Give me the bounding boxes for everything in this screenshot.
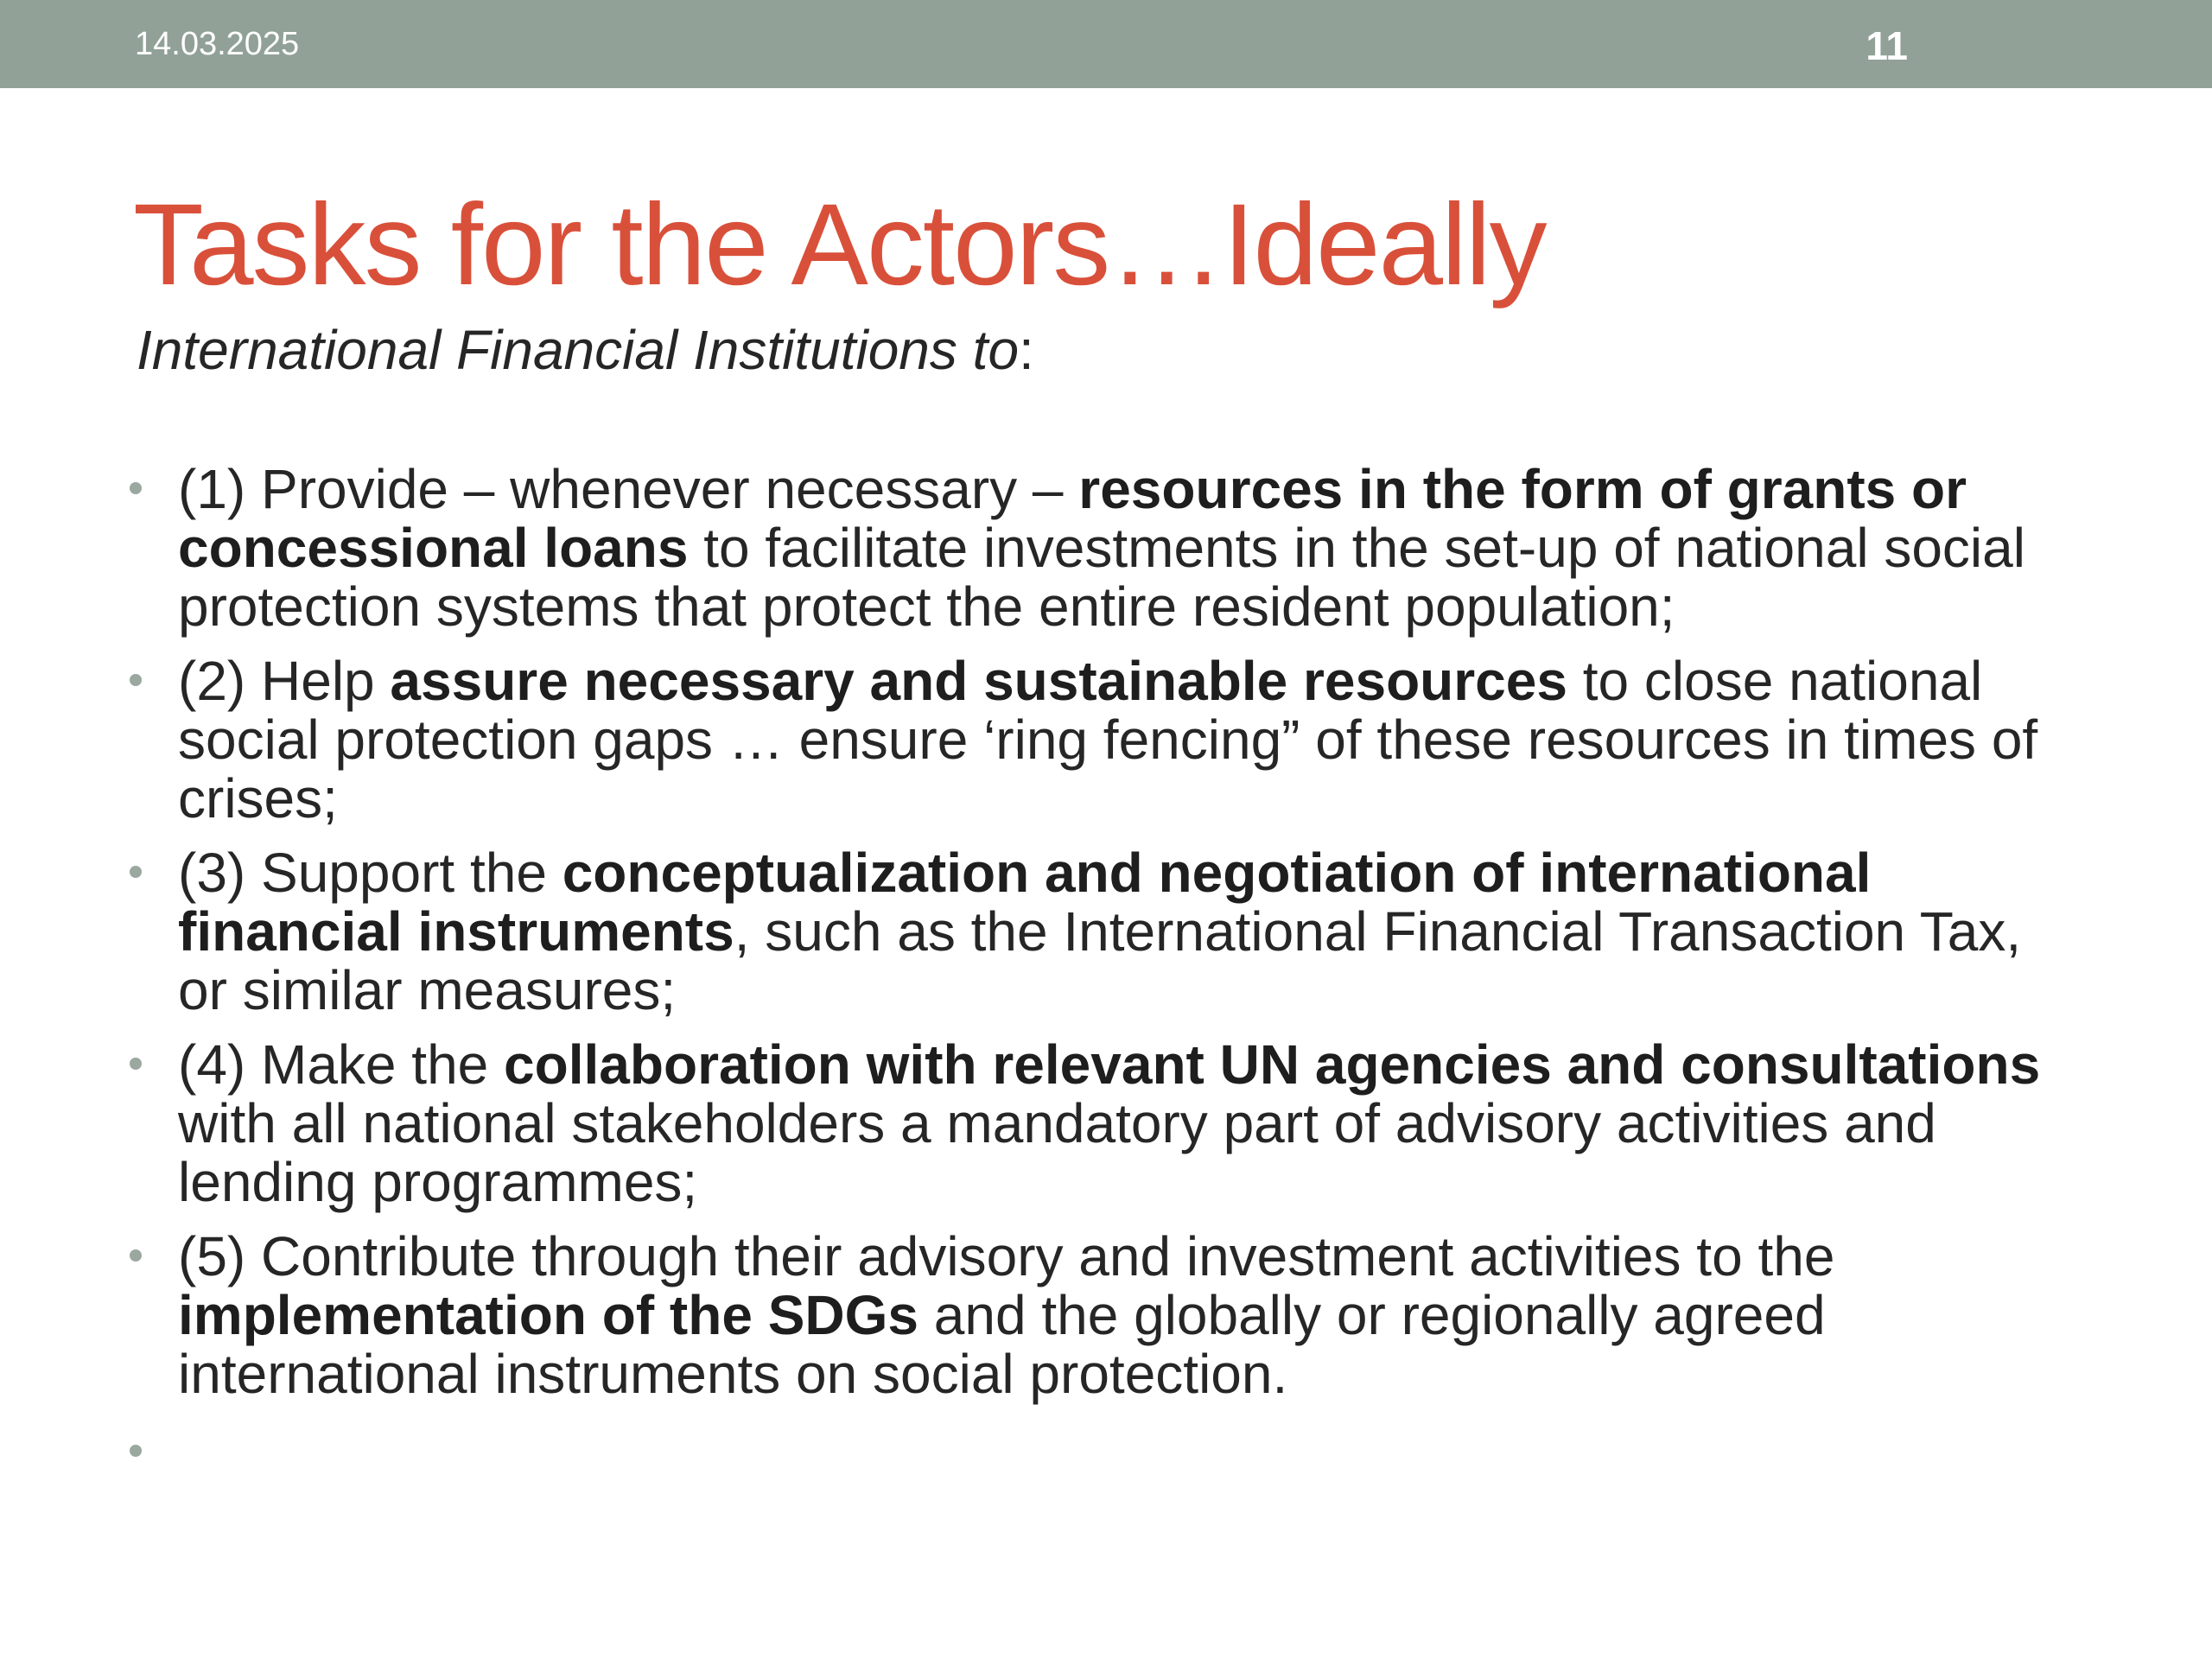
bullet-text: to close national social protection gaps … ensure ‘ring fencing” of these resources in times of crises; xyxy=(178,650,2038,830)
bullet-item-5 xyxy=(130,1227,2082,1403)
bullet-emphasis: conceptualization and negotiation of international financial instruments xyxy=(178,842,1872,963)
subtitle-colon: : xyxy=(1019,319,1034,381)
bullet-text: with all national stakeholders a mandatory part of advisory activities and lending programmes; xyxy=(178,1092,1936,1213)
bullet-text: (1) Provide – whenever necessary – xyxy=(178,458,1079,520)
slide-subtitle xyxy=(137,318,1034,382)
bullet-dot-icon xyxy=(130,1249,142,1262)
bullet-text: and the globally or regionally agreed international instruments on social protection. xyxy=(178,1284,1826,1405)
bullet-text: , such as the International Financial Transaction Tax, or similar measures; xyxy=(178,900,2022,1021)
slide-number: 11 xyxy=(1866,23,1908,68)
bullet-emphasis: implementation of the SDGs xyxy=(178,1284,918,1346)
bullet-emphasis: collaboration with relevant UN agencies and consultations xyxy=(504,1033,2041,1096)
slide-date: 14.03.2025 xyxy=(135,26,300,62)
header-bar xyxy=(0,0,2212,88)
bullet-text: (5) Contribute through their advisory and investment activities to the xyxy=(178,1225,1835,1287)
subtitle-text: International Financial Institutions to xyxy=(137,319,1020,381)
bullet-item-2 xyxy=(130,652,2082,828)
slide-title: Tasks for the Actors…Ideally xyxy=(133,181,1546,309)
bullet-text: (4) Make the xyxy=(178,1033,505,1096)
bullet-list xyxy=(130,460,2082,1497)
bullet-emphasis: assure necessary and sustainable resources xyxy=(390,650,1567,712)
bullet-text: to facilitate investments in the set-up of national social protection systems that protect the entire resident population; xyxy=(178,517,2025,638)
bullet-text: (2) Help xyxy=(178,650,391,712)
bullet-dot-icon xyxy=(130,674,142,686)
bullet-dot-icon xyxy=(130,1058,142,1070)
bullet-item-3 xyxy=(130,843,2082,1020)
bullet-dot-icon xyxy=(130,866,142,878)
bullet-item-4 xyxy=(130,1035,2082,1211)
bullet-emphasis: resources in the form of grants or concessional loans xyxy=(178,458,1967,579)
bullet-text: (3) Support the xyxy=(178,842,563,904)
bullet-item-1 xyxy=(130,460,2082,636)
bullet-dot-icon xyxy=(130,482,142,494)
bullet-dot-icon xyxy=(130,1445,142,1457)
bullet-item-empty xyxy=(130,1422,2082,1481)
